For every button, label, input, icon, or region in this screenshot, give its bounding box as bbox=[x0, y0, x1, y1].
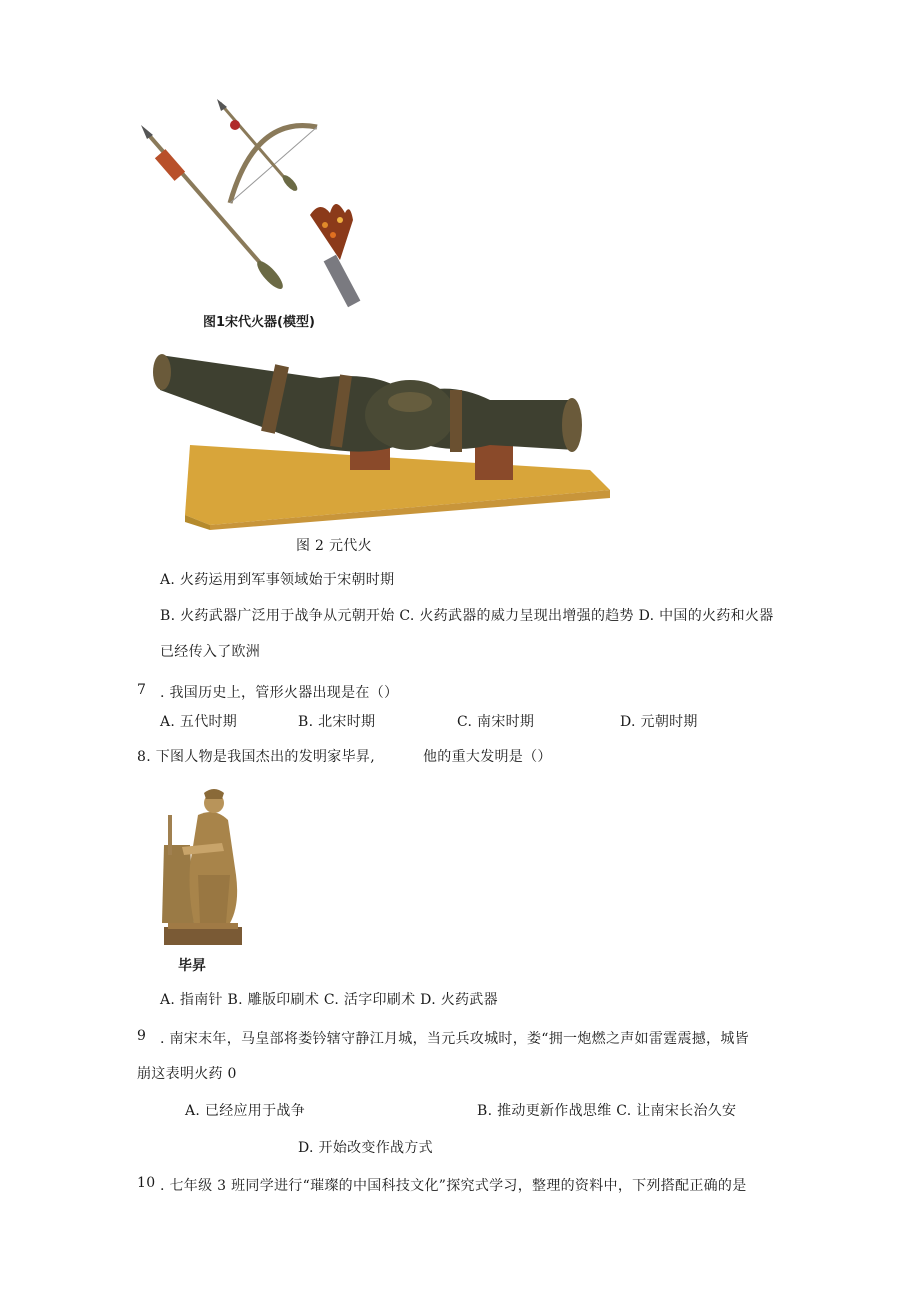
q9-stem-line1: . 南宋末年，马皇部将娄钤辖守静江月城，当元兵攻城时，娄“拥一炮燃之声如雷霆震撼，城皆 bbox=[160, 1031, 749, 1047]
yuan-cannon-image bbox=[150, 340, 615, 530]
q6-option-a: A. 火药运用到军事领域始于宋朝时期 bbox=[160, 572, 395, 588]
bi-sheng-caption: 毕昇 bbox=[178, 958, 206, 974]
q9-option-d: D. 开始改变作战方式 bbox=[298, 1140, 433, 1156]
q6-options-bcd: B. 火药武器广泛用于战争从元朝开始 C. 火药武器的威力呈现出增强的趋势 D. 中国的火药和火器 bbox=[160, 608, 774, 624]
q6-option-d-cont: 已经传入了欧洲 bbox=[160, 644, 261, 660]
q9-stem-line2: 崩这表明火药 0 bbox=[137, 1066, 237, 1082]
q8-options: A. 指南针 B. 雕版印刷术 C. 活字印刷术 D. 火药武器 bbox=[160, 992, 498, 1008]
figure1-caption: 图1宋代火器(模型) bbox=[203, 315, 315, 330]
q10-number: 10 bbox=[137, 1175, 156, 1191]
q7-option-a: A. 五代时期 bbox=[160, 714, 238, 730]
song-fire-weapons-image bbox=[135, 95, 405, 315]
q8-stem-part1: 8. 下图人物是我国杰出的发明家毕昇, bbox=[137, 749, 375, 765]
q10-stem: . 七年级 3 班同学进行“璀璨的中国科技文化”探究式学习，整理的资料中，下列搭配正确的是 bbox=[160, 1178, 747, 1194]
q7-option-d: D. 元朝时期 bbox=[620, 714, 698, 730]
q7-option-b: B. 北宋时期 bbox=[298, 714, 376, 730]
q9-option-a: A. 已经应用于战争 bbox=[185, 1103, 306, 1119]
q8-stem-part2: 他的重大发明是（） bbox=[423, 749, 552, 765]
q7-option-c: C. 南宋时期 bbox=[457, 714, 535, 730]
q9-number: 9 bbox=[137, 1028, 147, 1044]
q7-stem: . 我国历史上，管形火器出现是在（） bbox=[160, 685, 399, 701]
bi-sheng-statue-image bbox=[160, 785, 245, 947]
q7-number: 7 bbox=[137, 682, 147, 698]
figure2-caption: 图 2 元代火 bbox=[296, 538, 372, 554]
q9-options-bc: B. 推动更新作战思维 C. 让南宋长治久安 bbox=[477, 1103, 737, 1119]
